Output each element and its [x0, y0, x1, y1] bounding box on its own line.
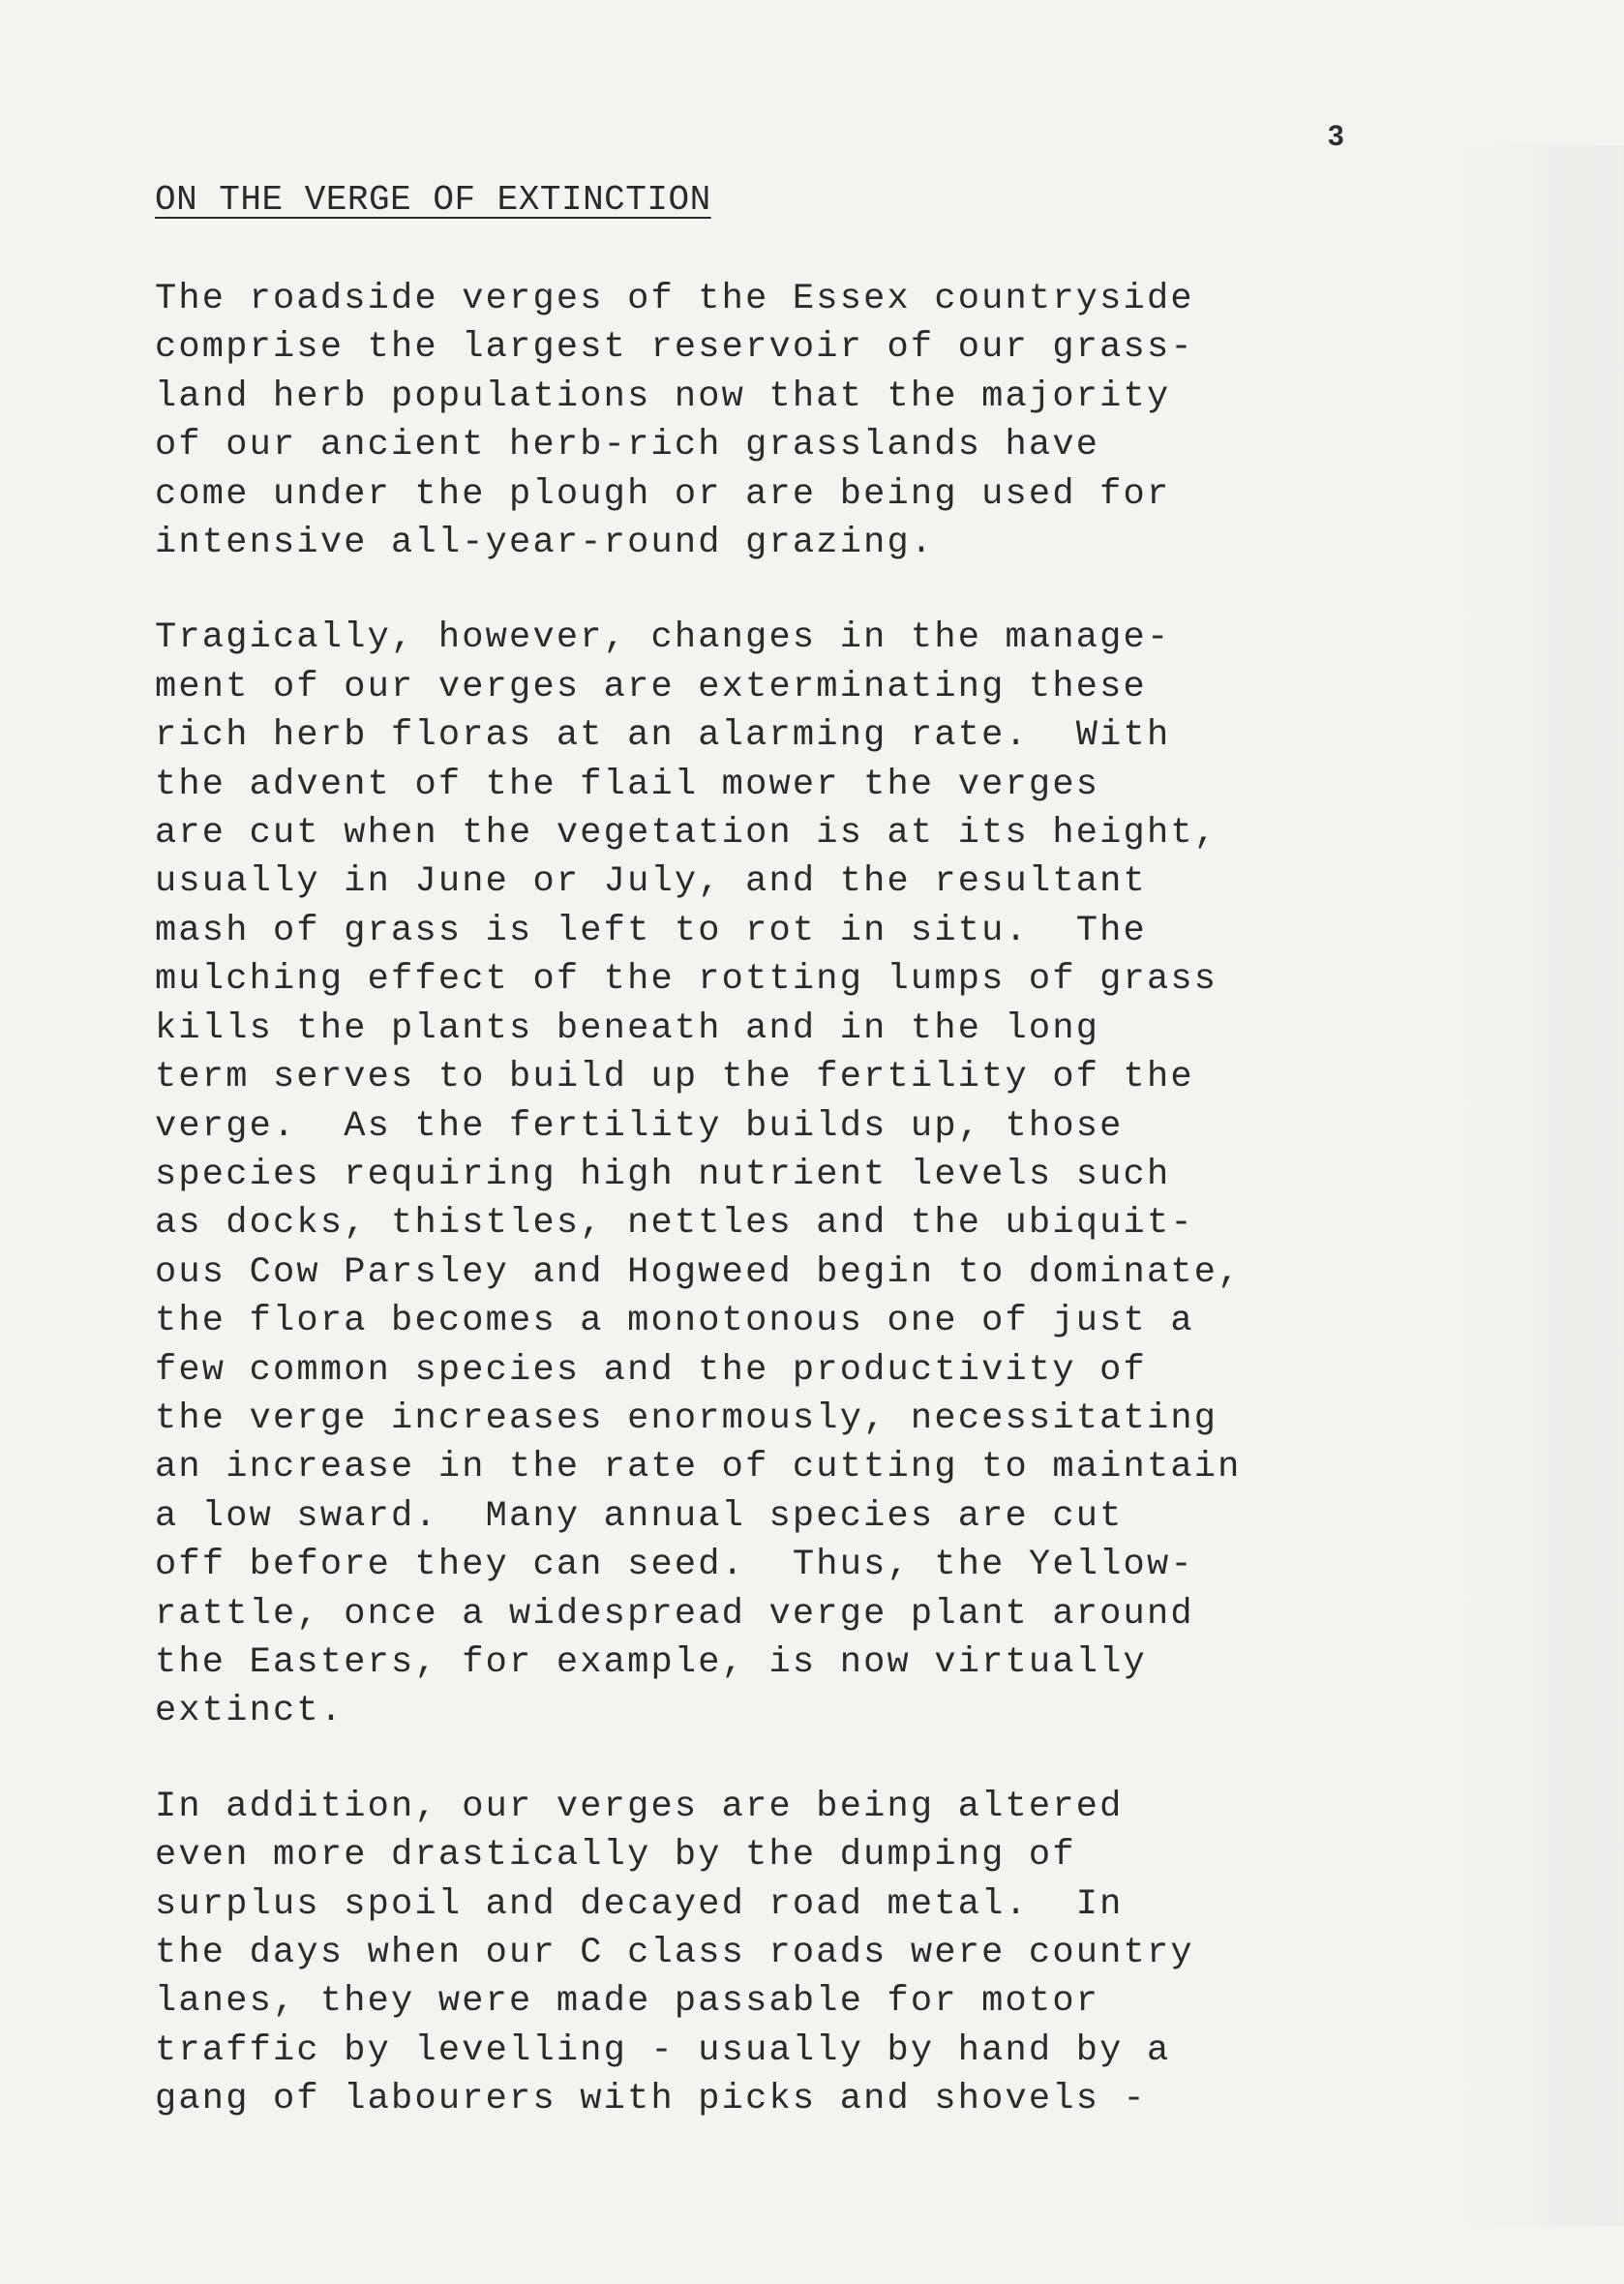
text-line: the verge increases enormously, necessitating — [155, 1397, 1218, 1439]
text-line: mulching effect of the rotting lumps of grass — [155, 959, 1218, 1001]
paragraph — [155, 614, 1568, 1735]
text-line: off before they can seed. Thus, the Yellow- — [155, 1545, 1194, 1586]
text-line: the Easters, for example, is now virtually — [155, 1641, 1147, 1683]
text-line: lanes, they were made passable for motor — [155, 1981, 1100, 2023]
text-line: kills the plants beneath and in the long — [155, 1007, 1100, 1049]
text-line: the advent of the flail mower the verges — [155, 764, 1100, 805]
paragraph — [155, 275, 1568, 567]
text-line: come under the plough or are being used for — [155, 473, 1171, 515]
text-line: ous Cow Parsley and Hogweed begin to dominate, — [155, 1251, 1242, 1293]
text-line: rattle, once a widespread verge plant around — [155, 1593, 1194, 1635]
text-line: rich herb floras at an alarming rate. With — [155, 715, 1171, 757]
page-title: ON THE VERGE OF EXTINCTION — [155, 180, 711, 220]
text-line: the flora becomes a monotonous one of just a — [155, 1301, 1194, 1342]
text-line: ment of our verges are exterminating these — [155, 666, 1147, 707]
text-line: a low sward. Many annual species are cut — [155, 1495, 1124, 1537]
text-line: term serves to build up the fertility of the — [155, 1057, 1194, 1098]
text-line: surplus spoil and decayed road metal. In — [155, 1883, 1124, 1925]
text-line: land herb populations now that the majority — [155, 376, 1171, 417]
text-line: intensive all-year-round grazing. — [155, 523, 935, 564]
text-line: even more drastically by the dumping of — [155, 1835, 1076, 1877]
text-line: The roadside verges of the Essex countryside — [155, 279, 1194, 319]
text-line: extinct. — [155, 1691, 345, 1732]
text-line: In addition, our verges are being altered — [155, 1786, 1124, 1827]
text-line: verge. As the fertility builds up, those — [155, 1105, 1124, 1147]
text-line: are cut when the vegetation is at its height, — [155, 813, 1218, 855]
text-line: comprise the largest reservoir of our grass- — [155, 327, 1194, 369]
page-number: 3 — [1328, 120, 1344, 152]
text-line: the days when our C class roads were country — [155, 1933, 1194, 1973]
paragraph — [155, 1783, 1568, 2124]
text-line: few common species and the productivity of — [155, 1349, 1147, 1391]
text-line: as docks, thistles, nettles and the ubiquit- — [155, 1203, 1194, 1245]
text-line: usually in June or July, and the resultant — [155, 861, 1147, 903]
text-line: mash of grass is left to rot in situ. The — [155, 910, 1147, 951]
text-line: species requiring high nutrient levels such — [155, 1154, 1171, 1195]
text-line: of our ancient herb-rich grasslands have — [155, 425, 1100, 466]
text-line: gang of labourers with picks and shovels - — [155, 2079, 1147, 2120]
text-line: traffic by levelling - usually by hand by a — [155, 2029, 1171, 2071]
text-line: Tragically, however, changes in the manage- — [155, 617, 1171, 659]
text-line: an increase in the rate of cutting to maintain — [155, 1447, 1242, 1488]
body-text — [155, 275, 1568, 2171]
